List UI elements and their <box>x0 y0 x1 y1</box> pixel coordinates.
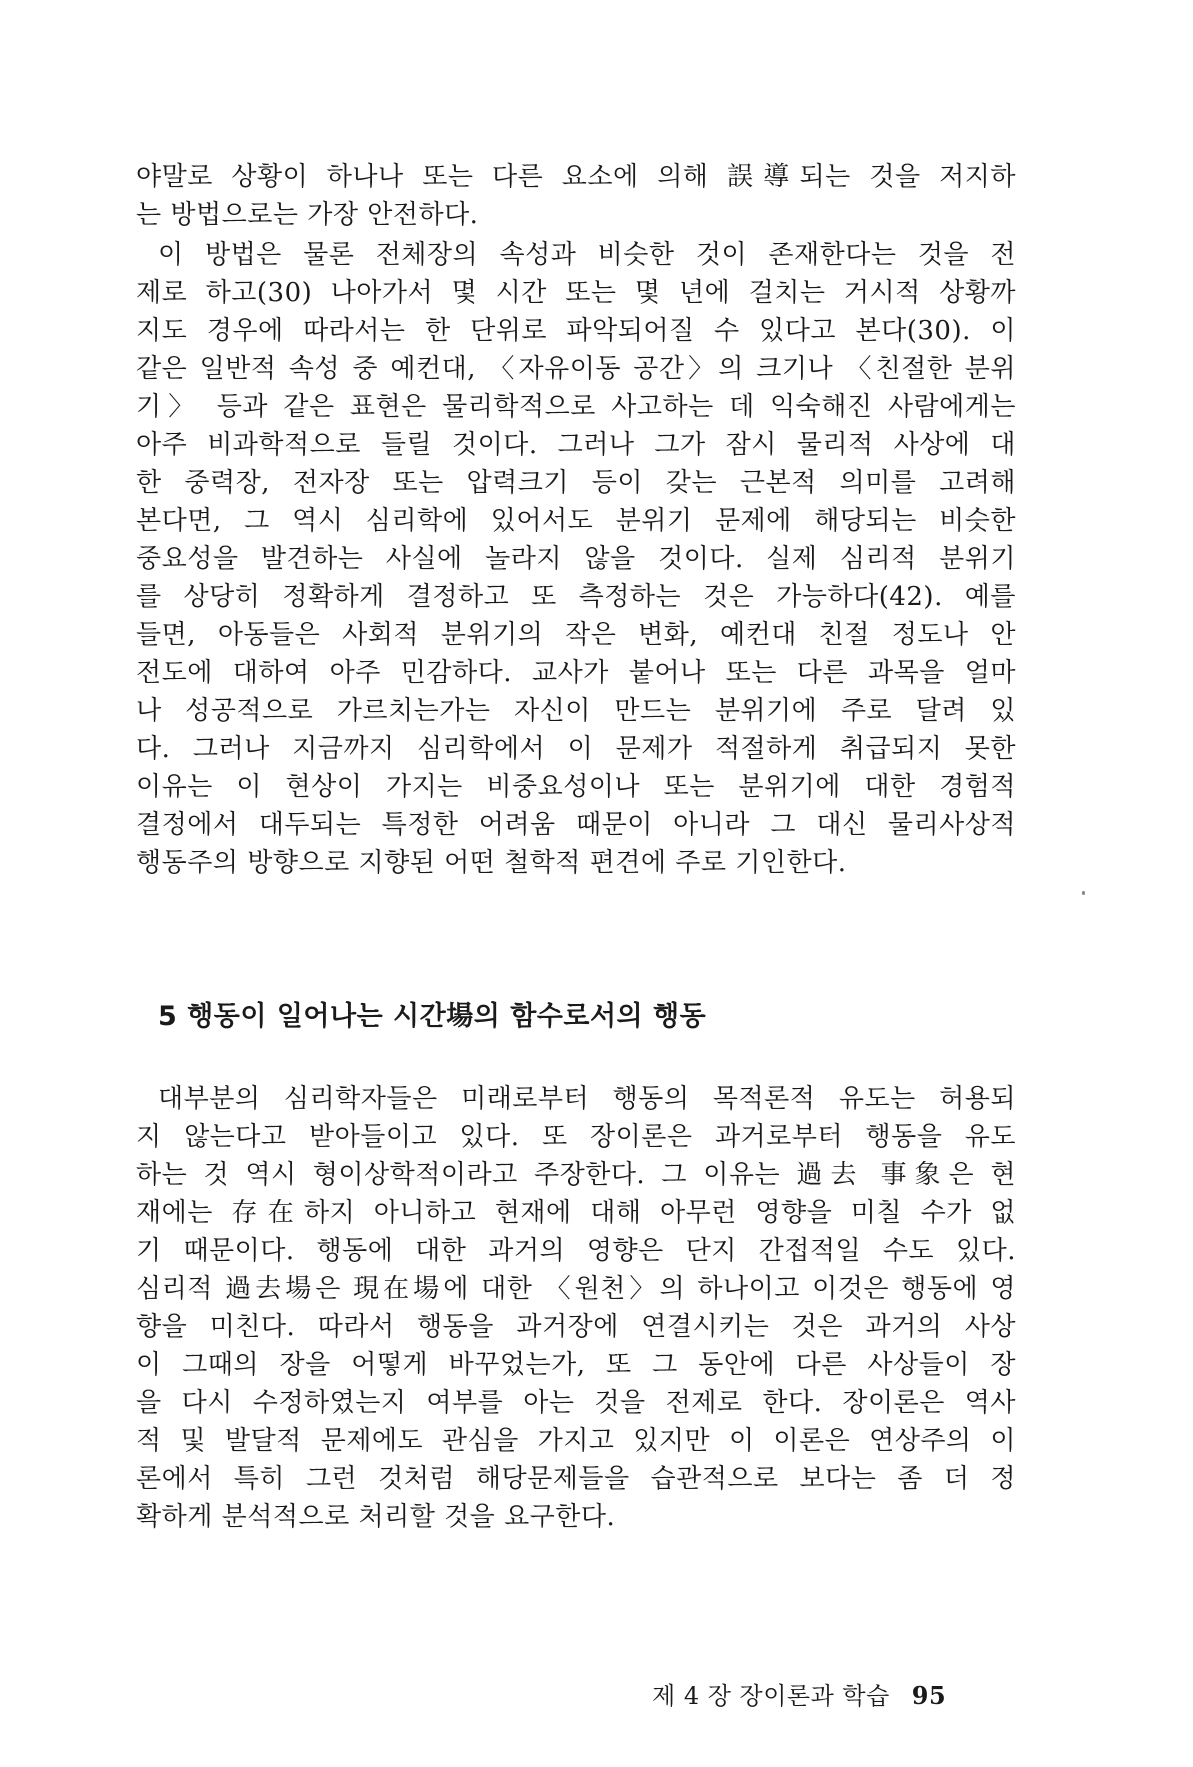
text-line: 를 상당히 정확하게 결정하고 또 측정하는 것은 가능하다(42). 예를 <box>136 582 1016 612</box>
text-line: 제로 하고(30) 나아가서 몇 시간 또는 몇 년에 걸치는 거시적 상황까 <box>136 278 1016 308</box>
text-line: 나 성공적으로 가르치는가는 자신이 만드는 분위기에 주로 달려 있 <box>136 696 1016 726</box>
text-line: 이 그때의 장을 어떻게 바꾸었는가, 또 그 동안에 다른 사상들이 장 <box>136 1350 1016 1380</box>
page-footer <box>652 1676 946 1711</box>
scan-speck <box>1082 891 1085 895</box>
text-line: 향을 미친다. 따라서 행동을 과거장에 연결시키는 것은 과거의 사상 <box>136 1312 1016 1342</box>
text-line: 아주 비과학적으로 들릴 것이다. 그러나 그가 잠시 물리적 사상에 대 <box>136 430 1016 460</box>
chapter-title: 제 4 장 장이론과 학습 <box>652 1682 890 1710</box>
text-line: 재에는 存在하지 아니하고 현재에 대해 아무런 영향을 미칠 수가 없 <box>136 1198 1016 1228</box>
text-line: 지 않는다고 받아들이고 있다. 또 장이론은 과거로부터 행동을 유도 <box>136 1122 1016 1152</box>
paragraph-2 <box>136 236 1016 882</box>
paragraph-1 <box>136 158 1016 234</box>
text-line: 행동주의 방향으로 지향된 어떤 철학적 편견에 주로 기인한다. <box>136 848 847 878</box>
paragraph-3 <box>136 1080 1016 1536</box>
text-line: 대부분의 심리학자들은 미래로부터 행동의 목적론적 유도는 허용되 <box>158 1084 1016 1114</box>
text-line: 이유는 이 현상이 가지는 비중요성이나 또는 분위기에 대한 경험적 <box>136 772 1016 802</box>
text-line: 기〉 등과 같은 표현은 물리학적으로 사고하는 데 익숙해진 사람에게는 <box>136 392 1016 422</box>
text-line: 야말로 상황이 하나나 또는 다른 요소에 의해 誤導되는 것을 저지하 <box>136 162 1016 192</box>
text-line: 들면, 아동들은 사회적 분위기의 작은 변화, 예컨대 친절 정도나 안 <box>136 620 1016 650</box>
text-line: 확하게 분석적으로 처리할 것을 요구한다. <box>136 1502 616 1532</box>
page-number: 95 <box>911 1681 947 1710</box>
text-line: 다. 그러나 지금까지 심리학에서 이 문제가 적절하게 취급되지 못한 <box>136 734 1016 764</box>
text-line: 한 중력장, 전자장 또는 압력크기 등이 갖는 근본적 의미를 고려해 <box>136 468 1016 498</box>
text-line: 같은 일반적 속성 중 예컨대, 〈자유이동 공간〉의 크기나 〈친절한 분위 <box>136 354 1016 384</box>
text-line: 지도 경우에 따라서는 한 단위로 파악되어질 수 있다고 본다(30). 이 <box>136 316 1016 346</box>
text-line: 이 방법은 물론 전체장의 속성과 비슷한 것이 존재한다는 것을 전 <box>158 240 1016 270</box>
text-line: 기 때문이다. 행동에 대한 과거의 영향은 단지 간접적일 수도 있다. <box>136 1236 1016 1266</box>
text-line: 론에서 특히 그런 것처럼 해당문제들을 습관적으로 보다는 좀 더 정 <box>136 1464 1016 1494</box>
text-line: 본다면, 그 역시 심리학에 있어서도 분위기 문제에 해당되는 비슷한 <box>136 506 1016 536</box>
text-line: 적 및 발달적 문제에도 관심을 가지고 있지만 이 이론은 연상주의 이 <box>136 1426 1016 1456</box>
section-heading: 5 행동이 일어나는 시간場의 함수로서의 행동 <box>158 1001 707 1032</box>
text-line: 전도에 대하여 아주 민감하다. 교사가 붙어나 또는 다른 과목을 얼마 <box>136 658 1016 688</box>
text-line: 하는 것 역시 형이상학적이라고 주장한다. 그 이유는 過去 事象은 현 <box>136 1160 1016 1190</box>
text-line: 는 방법으로는 가장 안전하다. <box>136 200 479 230</box>
text-line: 결정에서 대두되는 특정한 어려움 때문이 아니라 그 대신 물리사상적 <box>136 810 1016 840</box>
text-line: 을 다시 수정하였는지 여부를 아는 것을 전제로 한다. 장이론은 역사 <box>136 1388 1016 1418</box>
text-line: 심리적 過去場은 現在場에 대한 〈원천〉의 하나이고 이것은 행동에 영 <box>136 1274 1016 1304</box>
text-line: 중요성을 발견하는 사실에 놀라지 않을 것이다. 실제 심리적 분위기 <box>136 544 1016 574</box>
